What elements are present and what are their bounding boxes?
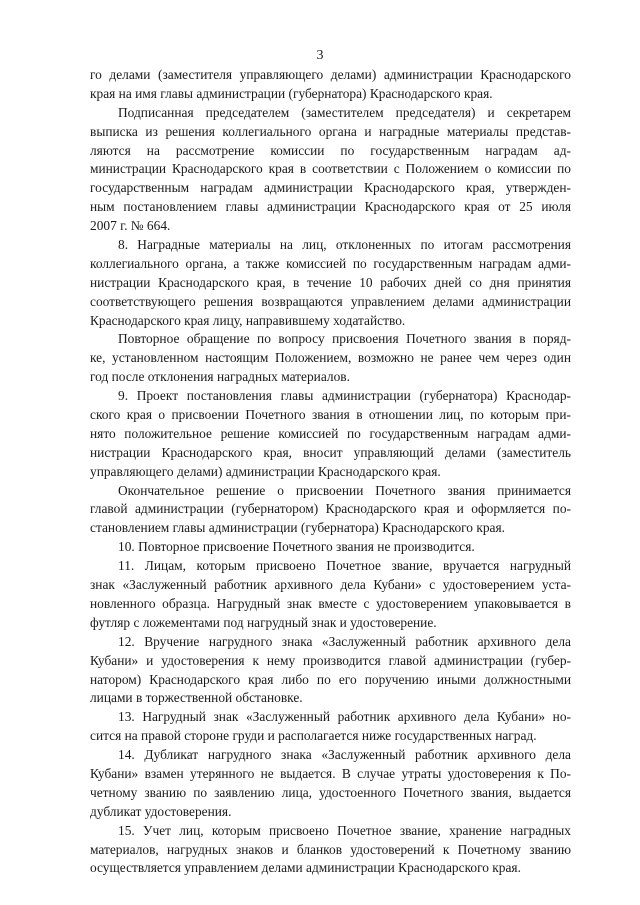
text-line: управляющего делами) администрации Краснодарского края. — [90, 463, 441, 479]
paragraph — [90, 746, 571, 822]
text-line: 9. Проект постановления главы администрации (губернатора) Краснодар- — [118, 388, 571, 404]
text-line: коллегиального органа, а также комиссией по государственным наградам адми- — [90, 255, 571, 271]
text-line: 15. Учет лиц, которым присвоено Почетное звание, хранение наградных — [118, 822, 571, 838]
text-line: материалов, нагрудных знаков и бланков удостоверений к Почетному званию — [90, 841, 571, 857]
text-line: знак «Заслуженный работник архивного дела Кубани» с удостоверением уста- — [90, 577, 571, 593]
text-line: го делами (заместителя управляющего делами) администрации Краснодарского — [90, 67, 571, 82]
paragraph — [90, 236, 571, 330]
text-line: Краснодарского края лицу, направившему ходатайство. — [90, 312, 406, 328]
text-line: ляются на рассмотрение комиссии по государственным наградам ад- — [90, 142, 571, 158]
text-line: ным постановлением главы администрации Краснодарского края от 25 июля — [90, 199, 571, 215]
text-line: нято положительное решение комиссией по государственным наградам адми- — [90, 425, 571, 441]
text-line: ке, установленном настоящим Положением, возможно не ранее чем через один — [90, 350, 571, 366]
paragraph — [90, 330, 571, 387]
paragraph — [90, 822, 571, 879]
text-line: Кубани» взамен утерянного не выдается. В случае утраты удостоверения к По- — [90, 765, 571, 781]
text-line: главой администрации (губернатором) Краснодарского края и оформляется по- — [90, 501, 571, 517]
text-line: 13. Нагрудный знак «Заслуженный работник архивного дела Кубани» но- — [118, 709, 571, 725]
text-line: дубликат удостоверения. — [90, 803, 232, 819]
paragraph — [90, 66, 571, 104]
text-line: лицами в торжественной обстановке. — [90, 690, 303, 706]
text-line: выписка из решения коллегиального органа и наградные материалы представ- — [90, 123, 571, 139]
text-line: нистрации Краснодарского края, в течение 10 рабочих дней со дня принятия — [90, 274, 571, 290]
paragraph — [90, 633, 571, 709]
text-line: министрации Краснодарского края в соответствии с Положением о комиссии по — [90, 161, 571, 177]
text-line: государственным наградам администрации Краснодарского края, утвержден- — [90, 180, 571, 196]
text-line: Подписанная председателем (заместителем председателя) и секретарем — [118, 104, 571, 120]
document-body — [90, 66, 571, 878]
text-line: 2007 г. № 664. — [90, 218, 171, 234]
text-line: нистрации Краснодарского края, вносит управляющий делами (заместитель — [90, 444, 571, 460]
page-number: 3 — [316, 48, 324, 63]
text-line: ского края о присвоении Почетного звания в отношении лиц, по которым при- — [90, 407, 571, 423]
paragraph — [90, 482, 571, 539]
text-line: Повторное обращение по вопросу присвоения Почетного звания в поряд- — [118, 331, 571, 347]
text-line: 8. Наградные материалы на лиц, отклоненных по итогам рассмотрения — [118, 237, 571, 253]
text-line: 10. Повторное присвоение Почетного звания не производится. — [118, 539, 475, 555]
text-line: футляр с ложементами под нагрудный знак и удостоверение. — [90, 614, 437, 630]
text-line: натором) Краснодарского края либо по его поручению иными должностными — [90, 671, 571, 687]
text-line: 12. Вручение нагрудного знака «Заслуженный работник архивного дела — [118, 633, 571, 649]
text-line: 11. Лицам, которым присвоено Почетное звание, вручается нагрудный — [118, 558, 571, 574]
paragraph — [90, 387, 571, 481]
text-line: становлением главы администрации (губернатора) Краснодарского края. — [90, 520, 505, 536]
text-line: края на имя главы администрации (губернатора) Краснодарского края. — [90, 85, 493, 101]
text-line: Окончательное решение о присвоении Почетного звания принимается — [118, 482, 571, 498]
text-line: 14. Дубликат нагрудного знака «Заслуженный работник архивного дела — [118, 747, 571, 763]
paragraph — [90, 557, 571, 633]
paragraph — [90, 538, 571, 557]
paragraph — [90, 104, 571, 236]
text-line: Кубани» и удостоверения к нему производится главой администрации (губер- — [90, 652, 571, 668]
text-line: год после отклонения наградных материалов. — [90, 369, 350, 385]
paragraph — [90, 708, 571, 746]
text-line: осуществляется управлением делами администрации Краснодарского края. — [90, 860, 521, 876]
text-line: четному званию по заявлению лица, удостоенного Почетного звания, выдается — [90, 784, 571, 800]
text-line: сится на правой стороне груди и располагается ниже государственных наград. — [90, 728, 537, 744]
text-line: новленного образца. Нагрудный знак вместе с удостоверением упаковывается в — [90, 595, 571, 611]
text-line: соответствующего решения возвращаются управлением делами администрации — [90, 293, 571, 309]
